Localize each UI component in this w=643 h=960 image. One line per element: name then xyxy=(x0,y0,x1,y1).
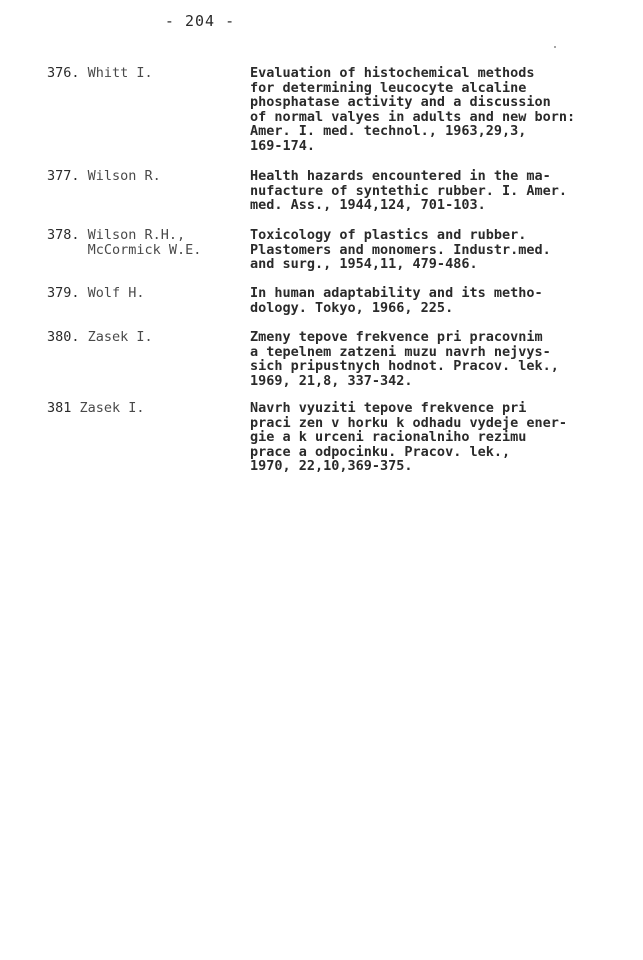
reference-line: 1970, 22,10,369-375. xyxy=(250,458,413,474)
entry-number: 378. xyxy=(47,227,80,243)
reference-line: Amer. I. med. technol., 1963,29,3, xyxy=(250,123,527,139)
entry-author xyxy=(47,169,161,184)
reference-line: Zmeny tepove frekvence pri pracovnim xyxy=(250,330,543,345)
scan-speck xyxy=(554,46,556,48)
reference-line: Evaluation of histochemical methods xyxy=(250,66,535,81)
reference-line: praci zen v horku k odhadu vydeje ener- xyxy=(250,414,567,431)
reference-line: 1969, 21,8, 337-342. xyxy=(250,372,413,388)
reference-line: of normal valyes in adults and new born: xyxy=(250,108,576,125)
reference-line: dology. Tokyo, 1966, 225. xyxy=(250,299,454,315)
entry-reference xyxy=(250,169,643,213)
entry-reference xyxy=(250,286,643,315)
entry-reference xyxy=(250,330,643,388)
entry-number: 377. xyxy=(47,168,80,184)
entry-number: 380. xyxy=(47,329,80,345)
entry-number: 376. xyxy=(47,65,80,81)
entry-author xyxy=(47,66,153,81)
reference-line: sich pripustnych hodnot. Pracov. lek., xyxy=(250,358,559,374)
page-number: - 204 - xyxy=(164,12,236,30)
author-name: Wilson R.H., xyxy=(87,227,186,243)
entry-reference xyxy=(250,401,643,474)
author-name: McCormick W.E. xyxy=(87,241,202,258)
reference-line: In human adaptability and its metho- xyxy=(250,286,543,301)
reference-line: and surg., 1954,11, 479-486. xyxy=(250,256,478,272)
author-name: Wilson R. xyxy=(87,168,161,184)
reference-line: med. Ass., 1944,124, 701-103. xyxy=(250,197,486,213)
reference-line: prace a odpocinku. Pracov. lek., xyxy=(250,443,511,460)
reference-line: nufacture of syntethic rubber. I. Amer. xyxy=(250,182,567,199)
author-name: Wolf H. xyxy=(87,285,145,301)
entry-author xyxy=(47,286,145,301)
author-name: Whitt I. xyxy=(87,65,153,81)
entry-author xyxy=(47,228,201,257)
entry-author xyxy=(47,330,153,345)
reference-line: Navrh vyuziti tepove frekvence pri xyxy=(250,401,527,416)
reference-line: 169-174. xyxy=(250,137,316,153)
entry-reference xyxy=(250,228,643,272)
reference-line: a tepelnem zatzeni muzu navrh nejvys- xyxy=(250,343,551,360)
author-name: Zasek I. xyxy=(87,329,153,345)
entry-number: 379. xyxy=(47,285,80,301)
reference-line: Toxicology of plastics and rubber. xyxy=(250,228,527,243)
reference-line: phosphatase activity and a discussion xyxy=(250,94,551,110)
entry-number: 381 xyxy=(47,400,72,416)
entry-author xyxy=(47,401,145,416)
reference-line: for determining leucocyte alcaline xyxy=(250,79,527,96)
reference-line: Health hazards encountered in the ma- xyxy=(250,169,551,184)
author-name: Zasek I. xyxy=(79,400,145,416)
entry-reference xyxy=(250,66,643,153)
reference-line: Plastomers and monomers. Industr.med. xyxy=(250,241,551,258)
reference-line: gie a k urceni racionalniho rezimu xyxy=(250,429,527,445)
